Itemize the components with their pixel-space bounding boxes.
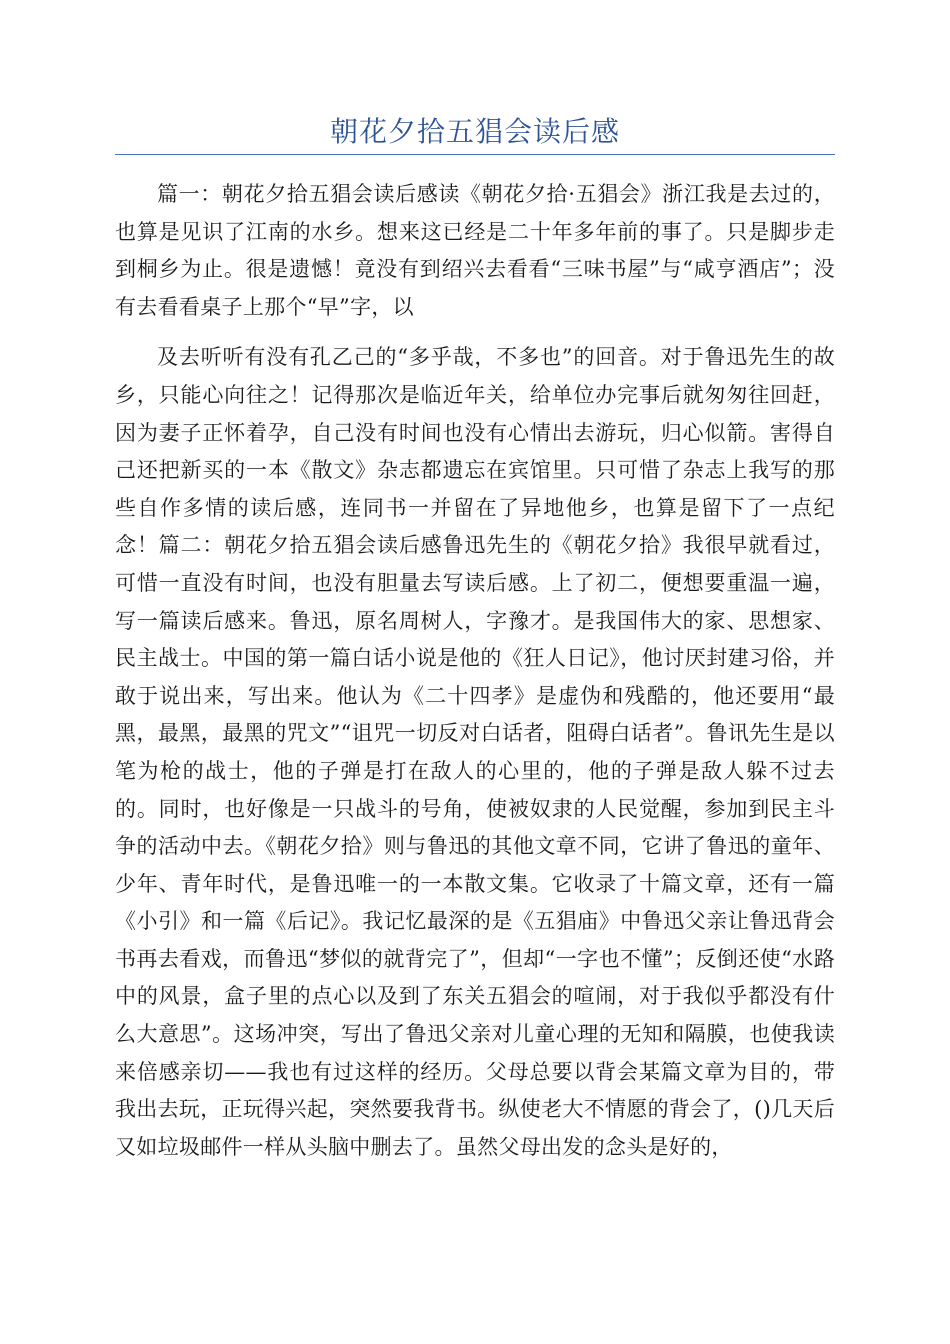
paragraph: 及去听听有没有孔乙己的“多乎哉，不多也”的回音。对于鲁迅先生的故乡，只能心向往之！记得那次是临近年关，给单位办完事后就匆匆往回赶，因为妻子正怀着孕，自己没有时间也没有心情出去游玩，归心似箭。害得自己还把新买的一本《散文》杂志都遗忘在宾馆里。只可惜了杂志上我写的那些自作多情的读后感，连同书一并留在了异地他乡，也算是留下了一点纪念！篇二：朝花夕拾五猖会读后感鲁迅先生的《朝花夕拾》我很早就看过，可惜一直没有时间，也没有胆量去写读后感。上了初二，便想要重温一遍，写一篇读后感来。鲁迅，原名周树人，字豫才。是我国伟大的家、思想家、民主战士。中国的第一篇白话小说是他的《狂人日记》，他讨厌封建习俗，并敢于说出来，写出来。他认为《二十四孝》是虚伪和残酷的，他还要用“最黑，最黑，最黑的咒文”“诅咒一切反对白话者，阻碍白话者”。鲁讯先生是以笔为枪的战士，他的子弹是打在敌人的心里的，他的子弹是敌人躲不过去的。同时，也好像是一只战斗的号角，使被奴隶的人民觉醒，参加到民主斗争的活动中去。《朝花夕拾》则与鲁迅的其他文章不同，它讲了鲁迅的童年、少年、青年时代，是鲁迅唯一的一本散文集。它收录了十篇文章，还有一篇《小引》和一篇《后记》。我记忆最深的是《五猖庙》中鲁迅父亲让鲁迅背会书再去看戏，而鲁迅“梦似的就背完了”，但却“一字也不懂”；反倒还使“水路中的风景，盒子里的点心以及到了东关五猖会的喧闹，对于我似乎都没有什么大意思”。这场冲突，写出了鲁迅父亲对儿童心理的无知和隔膜，也使我读来倍感亲切——我也有过这样的经历。父母总要以背会某篇文章为目的，带我出去玩，正玩得兴起，突然要我背书。纵使老大不情愿的背会了，()几天后又如垃圾邮件一样从头脑中删去了。虽然父母出发的念头是好的， bbox=[115, 345, 835, 1159]
paragraph: 篇一：朝花夕拾五猖会读后感读《朝花夕拾·五猖会》浙江我是去过的，也算是见识了江南的水乡。想来这已经是二十年多年前的事了。只是脚步走到桐乡为止。很是遗憾！竟没有到绍兴去看看“三味书屋”与“咸亨酒店”；没有去看看桌子上那个“早”字，以 bbox=[115, 182, 835, 319]
document-body bbox=[115, 176, 835, 1166]
title-underline bbox=[115, 154, 835, 155]
document-title: 朝花夕拾五猖会读后感 bbox=[329, 115, 620, 148]
